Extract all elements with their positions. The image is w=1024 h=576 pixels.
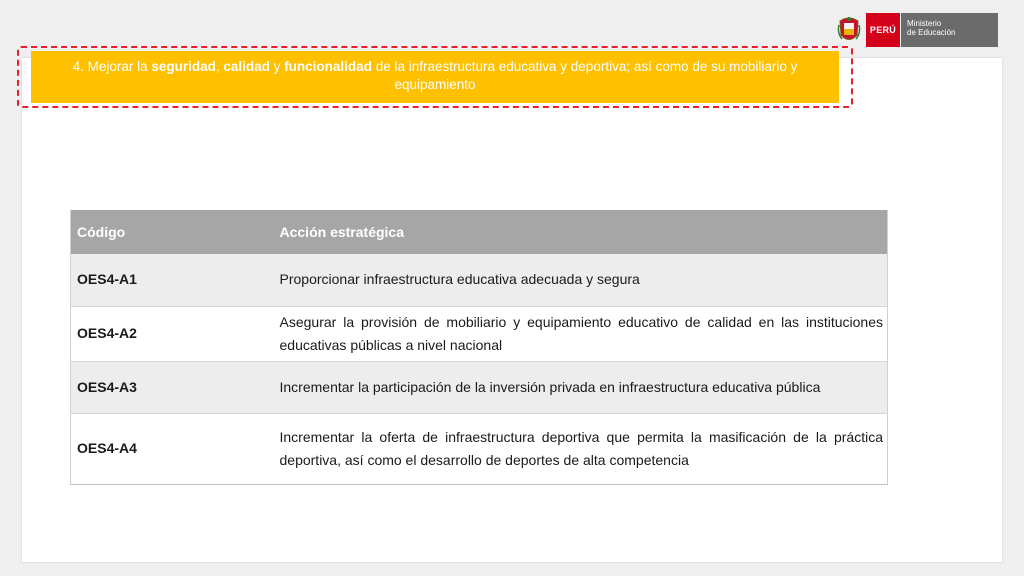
table-header-row (71, 210, 888, 254)
banner-bold-calidad: calidad (223, 59, 270, 74)
banner-bold-seguridad: seguridad (151, 59, 216, 74)
country-label: PERÚ (866, 13, 900, 47)
banner-sep2: y (269, 59, 285, 74)
row-action: Proporcionar infraestructura educativa adecuada y segura (274, 254, 888, 306)
table-row (71, 413, 888, 484)
strategic-actions-table (70, 210, 888, 485)
row-code: OES4-A1 (71, 254, 274, 306)
row-code: OES4-A3 (71, 361, 274, 413)
banner-rest: de la infraestructura educativa y deportiva; así como de su mobiliario y equipamiento (371, 59, 798, 92)
row-action: Incrementar la oferta de infraestructura deportiva que permita la masificación de la práctica deportiva, así como el desarrollo de deportes de alta competencia (274, 413, 888, 484)
ministry-name (900, 13, 998, 47)
objective-banner (31, 51, 839, 103)
table-row (71, 361, 888, 413)
table-row (71, 254, 888, 306)
ministry-line1: Ministerio (907, 19, 942, 28)
row-action: Asegurar la provisión de mobiliario y equipamiento educativo de calidad en las instituciones educativas públicas a nivel nacional (274, 306, 888, 361)
ministry-line2: de Educación (907, 28, 956, 37)
header-action: Acción estratégica (274, 210, 888, 254)
banner-prefix: 4. Mejorar la (72, 59, 152, 74)
header-code: Código (71, 210, 274, 254)
banner-bold-funcionalidad: funcionalidad (284, 59, 372, 74)
ministry-logo (836, 12, 998, 48)
banner-sep1: , (215, 59, 224, 74)
row-action: Incrementar la participación de la inversión privada en infraestructura educativa pública (274, 361, 888, 413)
row-code: OES4-A2 (71, 306, 274, 361)
row-code: OES4-A4 (71, 413, 274, 484)
coat-of-arms-icon (836, 14, 862, 46)
table-row (71, 306, 888, 361)
